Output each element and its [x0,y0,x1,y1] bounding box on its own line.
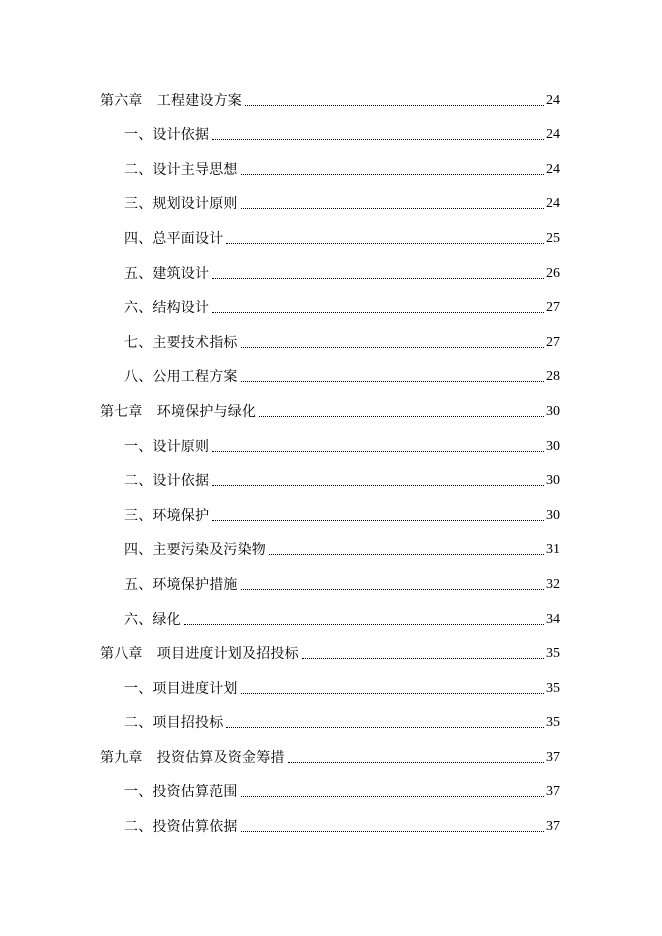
toc-entry-line [100,750,560,766]
toc-page-number: 30 [546,507,560,523]
toc-entry-title: 五、环境保护措施 [124,576,238,593]
dot-leader [241,693,544,694]
toc-chapter-entry[interactable] [0,737,662,772]
toc-page-number: 34 [546,611,560,627]
toc-entry-line [124,612,560,628]
dot-leader [212,451,544,452]
toc-entry-title: 二、项目招投标 [124,715,224,732]
toc-chapter-entry[interactable] [0,634,662,669]
dot-leader [302,658,544,659]
dot-leader [184,624,544,625]
toc-entry-line [100,404,560,420]
toc-page-number: 30 [546,403,560,419]
toc-section-entry[interactable] [0,322,662,357]
toc-section-entry[interactable] [0,599,662,634]
toc-section-entry[interactable] [0,806,662,841]
dot-leader [212,312,544,313]
toc-section-entry[interactable] [0,461,662,496]
dot-leader [212,520,544,521]
toc-entry-title: 四、主要污染及污染物 [124,542,266,559]
toc-section-entry[interactable] [0,530,662,565]
toc-page-number: 24 [546,92,560,108]
toc-entry-line [124,439,560,455]
toc-section-entry[interactable] [0,495,662,530]
toc-page-number: 24 [546,161,560,177]
toc-section-entry[interactable] [0,288,662,323]
dot-leader [245,105,544,106]
toc-page-number: 37 [546,819,560,835]
toc-entry-title: 八、公用工程方案 [124,369,238,386]
toc-entry-line [124,231,560,247]
dot-leader [259,416,544,417]
toc-page-number: 31 [546,542,560,558]
dot-leader [241,589,544,590]
toc-section-entry[interactable] [0,426,662,461]
toc-entry-title: 三、规划设计原则 [124,196,238,213]
dot-leader [241,796,544,797]
toc-page-number: 35 [546,715,560,731]
toc-entry-line [124,300,560,316]
toc-page-number: 27 [546,300,560,316]
toc-section-entry[interactable] [0,703,662,738]
toc-entry-title: 七、主要技术指标 [124,334,238,351]
toc-entry-title: 六、绿化 [124,611,181,628]
toc-entry-line [124,473,560,489]
toc-section-entry[interactable] [0,115,662,150]
toc-page-number: 24 [546,196,560,212]
toc-entry-title: 二、投资估算依据 [124,819,238,836]
dot-leader [212,139,544,140]
toc-entry-line [124,508,560,524]
toc-entry-title: 一、设计原则 [124,438,210,455]
toc-entry-line [100,646,560,662]
toc-entry-title: 第八章 项目进度计划及招投标 [100,646,299,663]
dot-leader [212,485,544,486]
toc-section-entry[interactable] [0,357,662,392]
dot-leader [288,762,544,763]
dot-leader [241,208,544,209]
toc-section-entry[interactable] [0,564,662,599]
toc-entry-line [124,162,560,178]
dot-leader [212,278,544,279]
toc-entry-line [124,715,560,731]
toc-entry-title: 第七章 环境保护与绿化 [100,403,257,420]
dot-leader [226,243,544,244]
toc-section-entry[interactable] [0,668,662,703]
toc-entry-line [124,196,560,212]
toc-section-entry[interactable] [0,149,662,184]
dot-leader [269,554,544,555]
toc-page-number: 28 [546,369,560,385]
toc-entry-line [124,369,560,385]
toc-entry-title: 二、设计依据 [124,473,210,490]
toc-entry-line [124,819,560,835]
toc-page-number: 37 [546,749,560,765]
dot-leader [241,174,544,175]
toc-entry-title: 五、建筑设计 [124,265,210,282]
toc-entry-title: 四、总平面设计 [124,230,224,247]
toc-page-number: 26 [546,265,560,281]
toc-page-number: 24 [546,127,560,143]
toc-entry-title: 一、项目进度计划 [124,680,238,697]
toc-entry-line [124,577,560,593]
toc-entry-line [124,266,560,282]
toc-entry-line [124,784,560,800]
toc-entry-title: 二、设计主导思想 [124,161,238,178]
toc-page-number: 27 [546,334,560,350]
dot-leader [241,347,544,348]
toc-entry-line [124,681,560,697]
toc-section-entry[interactable] [0,253,662,288]
toc-chapter-entry[interactable] [0,391,662,426]
toc-page-number: 25 [546,230,560,246]
dot-leader [241,831,544,832]
toc-entry-line [124,127,560,143]
toc-page-number: 35 [546,680,560,696]
toc-entry-title: 第六章 工程建设方案 [100,92,242,109]
table-of-contents [0,80,662,841]
toc-section-entry[interactable] [0,184,662,219]
toc-page-number: 30 [546,473,560,489]
toc-page-number: 37 [546,784,560,800]
toc-entry-title: 六、结构设计 [124,300,210,317]
toc-entry-title: 一、投资估算范围 [124,784,238,801]
toc-page-number: 32 [546,576,560,592]
toc-section-entry[interactable] [0,772,662,807]
toc-entry-line [124,335,560,351]
toc-entry-title: 第九章 投资估算及资金筹措 [100,749,285,766]
toc-entry-line [100,93,560,109]
toc-chapter-entry[interactable] [0,80,662,115]
toc-section-entry[interactable] [0,218,662,253]
dot-leader [241,381,544,382]
toc-entry-title: 三、环境保护 [124,507,210,524]
toc-entry-line [124,542,560,558]
toc-page-number: 30 [546,438,560,454]
toc-page-number: 35 [546,646,560,662]
dot-leader [226,727,544,728]
toc-entry-title: 一、设计依据 [124,127,210,144]
